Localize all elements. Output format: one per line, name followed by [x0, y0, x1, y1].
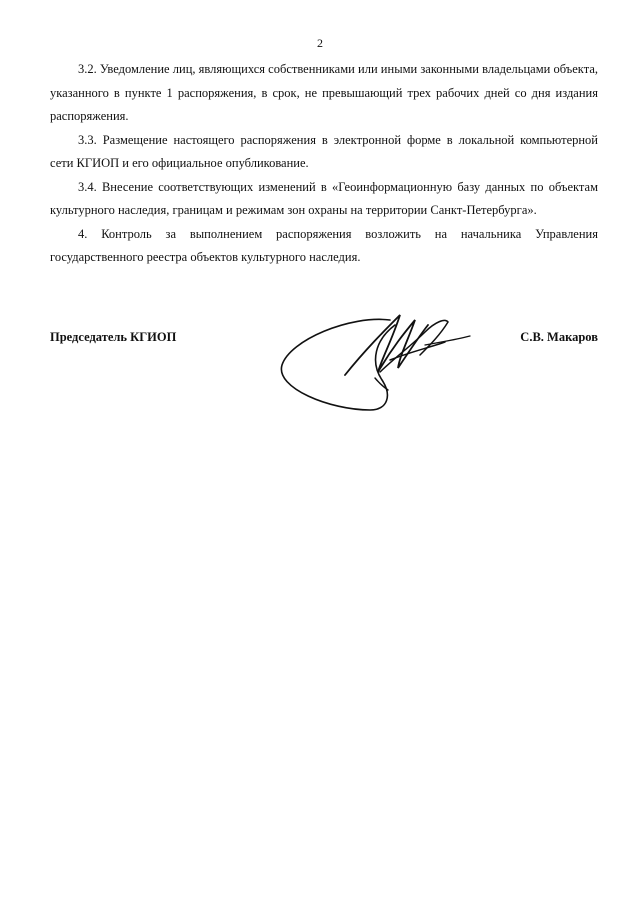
paragraph-3-3: 3.3. Размещение настоящего распоряжения в электронной форме в локальной компьютерной сети КГИОП и его официальное опубликование. [50, 132, 598, 170]
body-text [50, 58, 598, 270]
page-number: 2 [317, 36, 323, 50]
handwritten-signature [270, 300, 480, 420]
signature-block [50, 300, 598, 420]
paragraph-3-2: 3.2. Уведомление лиц, являющихся собственниками или иными законными владельцами объекта, указанного в пункте 1 распоряжения, в срок, не превышающий трех рабочих дней со дня издания распоряжения. [50, 62, 598, 123]
signer-title: Председатель КГИОП [50, 330, 177, 344]
paragraph-4: 4. Контроль за выполнением распоряжения возложить на начальника Управления государственного реестра объектов культурного наследия. [50, 226, 598, 264]
paragraph-3-4: 3.4. Внесение соответствующих изменений в «Геоинформационную базу данных по объектам культурного наследия, границам и режимам зон охраны на территории Санкт-Петербурга». [50, 179, 598, 217]
signer-name: С.В. Макаров [520, 330, 598, 344]
